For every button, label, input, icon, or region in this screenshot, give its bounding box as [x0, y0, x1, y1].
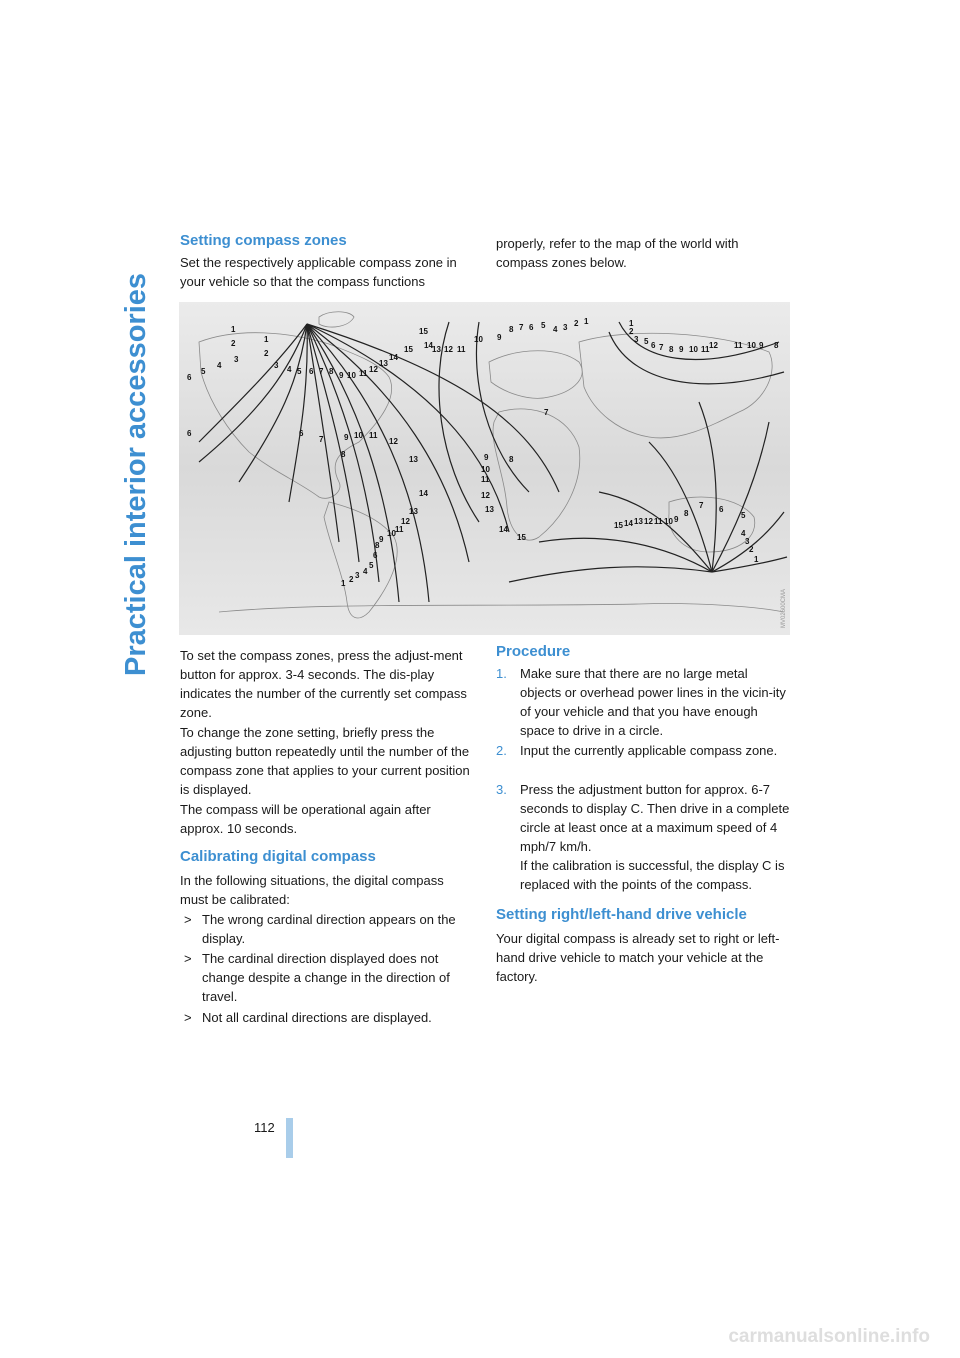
bullet-text: The cardinal direction displayed does not change despite a change in the direction of travel.	[202, 951, 450, 1004]
svg-text:1: 1	[584, 317, 589, 326]
step-text: Input the currently applicable compass zone.	[520, 743, 778, 758]
svg-text:12: 12	[389, 437, 398, 446]
svg-text:11: 11	[457, 345, 466, 354]
svg-text:10: 10	[689, 345, 698, 354]
svg-text:2: 2	[574, 319, 579, 328]
svg-text:12: 12	[369, 365, 378, 374]
svg-text:3: 3	[634, 335, 639, 344]
svg-text:1: 1	[341, 579, 346, 588]
svg-text:10: 10	[664, 517, 673, 526]
svg-text:7: 7	[319, 367, 324, 376]
svg-text:2: 2	[749, 545, 754, 554]
zone-setting-text-1: To set the compass zones, press the adjust-ment button for approx. 3-4 seconds. The dis-play indicates the number of the currently set compass zone.	[180, 648, 467, 720]
svg-text:8: 8	[774, 341, 779, 350]
map-watermark: MV02600CMA	[781, 588, 787, 628]
svg-text:8: 8	[684, 509, 689, 518]
svg-text:10: 10	[347, 371, 356, 380]
step-text: Press the adjustment button for approx. 6-7 seconds to display C. Then drive in a complete circle at least once at a maximum speed of 4 mph/7 km/h.	[520, 782, 790, 854]
svg-text:1: 1	[629, 319, 634, 328]
svg-text:2: 2	[264, 349, 269, 358]
svg-text:13: 13	[634, 517, 643, 526]
svg-text:9: 9	[339, 371, 344, 380]
svg-text:3: 3	[745, 537, 750, 546]
svg-text:13: 13	[379, 359, 388, 368]
section-heading-calibrating: Calibrating digital compass	[180, 848, 376, 865]
svg-text:6: 6	[651, 341, 656, 350]
svg-text:12: 12	[481, 491, 490, 500]
svg-text:7: 7	[319, 435, 324, 444]
svg-text:9: 9	[759, 341, 764, 350]
intro-text-col2: properly, refer to the map of the world with compass zones below.	[496, 236, 739, 270]
bullet-text: The wrong cardinal direction appears on the display.	[202, 912, 456, 946]
zone-setting-text-2: To change the zone setting, briefly press the adjusting button repeatedly until the number of the compass zone that applies to your current position is displayed.	[180, 725, 470, 797]
svg-text:10: 10	[387, 529, 396, 538]
svg-text:14: 14	[389, 353, 398, 362]
svg-text:6: 6	[187, 429, 192, 438]
svg-text:13: 13	[432, 345, 441, 354]
svg-text:8: 8	[341, 450, 346, 459]
svg-text:12: 12	[444, 345, 453, 354]
svg-text:11: 11	[359, 369, 368, 378]
svg-text:8: 8	[375, 541, 380, 550]
drive-text: Your digital compass is already set to right or left-hand drive vehicle to match your vehicle at the factory.	[496, 931, 780, 984]
zone-setting-text-3: The compass will be operational again after approx. 10 seconds.	[180, 802, 431, 836]
svg-text:11: 11	[395, 525, 404, 534]
bullet-marker: >	[184, 951, 192, 966]
svg-text:10: 10	[474, 335, 483, 344]
svg-text:3: 3	[355, 571, 360, 580]
procedure-step	[496, 664, 792, 740]
svg-text:10: 10	[481, 465, 490, 474]
svg-text:8: 8	[329, 367, 334, 376]
svg-text:2: 2	[349, 575, 354, 584]
svg-text:7: 7	[699, 501, 704, 510]
svg-text:4: 4	[217, 361, 222, 370]
svg-text:14: 14	[624, 519, 633, 528]
svg-text:9: 9	[497, 333, 502, 342]
section-heading-drive: Setting right/left-hand drive vehicle	[496, 906, 747, 923]
svg-text:13: 13	[409, 455, 418, 464]
page-number: 112	[254, 1120, 275, 1135]
svg-text:10: 10	[747, 341, 756, 350]
svg-text:4: 4	[363, 567, 368, 576]
chapter-title	[112, 36, 152, 736]
svg-text:8: 8	[509, 455, 514, 464]
procedure-step	[496, 780, 792, 894]
svg-text:9: 9	[484, 453, 489, 462]
svg-text:6: 6	[529, 323, 534, 332]
svg-text:8: 8	[509, 325, 514, 334]
calibrating-bullet	[180, 910, 476, 948]
svg-text:14: 14	[424, 341, 433, 350]
svg-text:4: 4	[741, 529, 746, 538]
step-text-continuation: If the calibration is successful, the display C is replaced with the points of the compass.	[520, 858, 785, 892]
step-number: 2.	[496, 743, 507, 758]
section-heading-compass-zones: Setting compass zones	[180, 232, 347, 249]
svg-text:7: 7	[659, 343, 664, 352]
svg-text:9: 9	[379, 535, 384, 544]
step-number: 3.	[496, 782, 507, 797]
svg-text:7: 7	[544, 408, 549, 417]
step-text: Make sure that there are no large metal objects or overhead power lines in the vicin-ity of your vehicle and that you have enough space to drive in a circle.	[520, 666, 786, 738]
svg-text:11: 11	[481, 475, 490, 484]
svg-text:5: 5	[644, 337, 649, 346]
svg-text:14: 14	[499, 525, 508, 534]
svg-text:15: 15	[517, 533, 526, 542]
svg-text:6: 6	[187, 373, 192, 382]
bullet-text: Not all cardinal directions are displayed.	[202, 1010, 432, 1025]
svg-text:5: 5	[297, 367, 302, 376]
chapter-title-text: Practical interior accessories	[120, 272, 152, 676]
footer-watermark: carmanualsonline.info	[728, 1326, 930, 1347]
svg-text:12: 12	[401, 517, 410, 526]
svg-text:15: 15	[614, 521, 623, 530]
svg-text:9: 9	[344, 433, 349, 442]
svg-text:6: 6	[373, 551, 378, 560]
svg-text:13: 13	[485, 505, 494, 514]
svg-text:9: 9	[674, 515, 679, 524]
svg-text:11: 11	[369, 431, 378, 440]
svg-text:15: 15	[419, 327, 428, 336]
svg-text:3: 3	[274, 361, 279, 370]
bullet-marker: >	[184, 1010, 192, 1025]
svg-text:12: 12	[644, 517, 653, 526]
page-marker-bar	[286, 1118, 293, 1158]
calibrating-bullet	[180, 949, 476, 1006]
svg-text:5: 5	[541, 321, 546, 330]
svg-text:3: 3	[234, 355, 239, 364]
svg-text:11: 11	[734, 341, 743, 350]
calibrating-bullet	[180, 1008, 476, 1027]
svg-text:13: 13	[409, 507, 418, 516]
svg-text:6: 6	[299, 429, 304, 438]
svg-text:11: 11	[654, 517, 663, 526]
compass-zone-world-map	[179, 302, 790, 635]
svg-text:5: 5	[741, 511, 746, 520]
svg-text:12: 12	[709, 341, 718, 350]
section-heading-procedure: Procedure	[496, 643, 571, 660]
svg-text:2: 2	[231, 339, 236, 348]
procedure-step	[496, 741, 792, 760]
svg-text:8: 8	[669, 345, 674, 354]
svg-text:1: 1	[754, 555, 759, 564]
svg-text:5: 5	[369, 561, 374, 570]
svg-text:3: 3	[563, 323, 568, 332]
svg-text:6: 6	[309, 367, 314, 376]
bullet-marker: >	[184, 912, 192, 927]
step-number: 1.	[496, 666, 507, 681]
svg-text:11: 11	[701, 345, 710, 354]
svg-text:15: 15	[404, 345, 413, 354]
svg-text:9: 9	[679, 345, 684, 354]
svg-text:14: 14	[419, 489, 428, 498]
svg-text:1: 1	[264, 335, 269, 344]
svg-text:6: 6	[719, 505, 724, 514]
svg-text:2: 2	[629, 327, 634, 336]
calibrating-intro: In the following situations, the digital compass must be calibrated:	[180, 873, 444, 907]
svg-text:1: 1	[231, 325, 236, 334]
svg-text:5: 5	[201, 367, 206, 376]
svg-text:7: 7	[519, 323, 524, 332]
svg-text:4: 4	[287, 365, 292, 374]
svg-text:4: 4	[553, 325, 558, 334]
intro-text-col1: Set the respectively applicable compass zone in your vehicle so that the compass functions	[180, 255, 457, 289]
svg-text:10: 10	[354, 431, 363, 440]
